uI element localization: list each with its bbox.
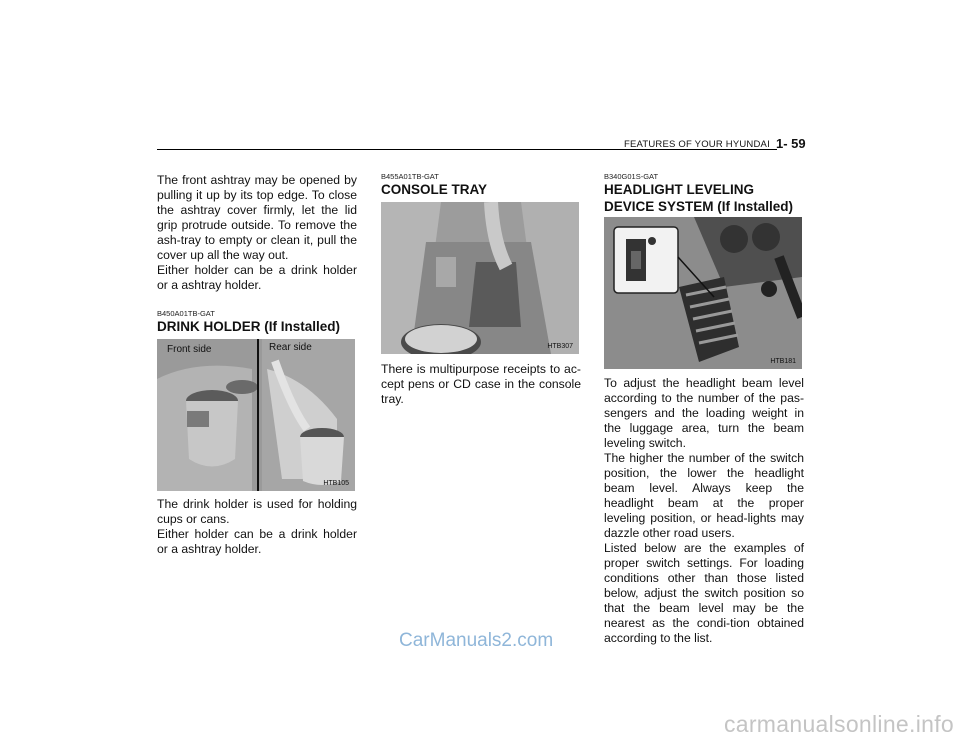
section-title: DRINK HOLDER (If Installed) xyxy=(157,319,341,334)
page-number: 1- 59 xyxy=(776,136,806,151)
console-tray-photo xyxy=(381,202,579,354)
headlight-leveling-section xyxy=(604,172,804,215)
section-title: HEADLIGHT LEVELING DEVICE SYSTEM (If Installed) xyxy=(604,182,794,214)
console-tray-text xyxy=(381,362,581,407)
section-code: B455A01TB-GAT xyxy=(381,172,439,181)
section-code: B450A01TB-GAT xyxy=(157,309,215,318)
drink-holder-photo xyxy=(157,339,355,491)
paragraph: Listed below are the examples of proper switch settings. For loading conditions other than those listed below, adjust the switch position so that the beam level may be the nearest as the condi-tion obtained according to the list. xyxy=(604,541,804,645)
headlight-leveling-text xyxy=(604,376,804,646)
drink-holder-section xyxy=(157,309,357,335)
paragraph: The higher the number of the switch position, the lower the headlight beam level. Always keep the headlight beam at the proper leveling position, or head-lights may dazzle other road users. xyxy=(604,451,804,540)
paragraph: The front ashtray may be opened by pulling it up by its top edge. To close the ashtray cover firmly, let the lid grip protrude outside. To remove the ash-tray to empty or clean it, pull the cover up all the way out. xyxy=(157,173,357,262)
paragraph: There is multipurpose receipts to ac-cept pens or CD case in the console tray. xyxy=(381,362,581,406)
console-tray-illustration xyxy=(381,202,579,354)
ashtray-text xyxy=(157,173,357,293)
header-section-title: FEATURES OF YOUR HYUNDAI xyxy=(624,139,770,150)
section-title: CONSOLE TRAY xyxy=(381,182,488,197)
front-side-label: Front side xyxy=(167,344,212,355)
image-reference: HTB307 xyxy=(547,343,573,350)
image-reference: HTB105 xyxy=(323,480,349,487)
image-reference: HTB181 xyxy=(770,358,796,365)
left-column xyxy=(157,173,357,293)
headlight-switch-photo xyxy=(604,217,802,369)
paragraph: Either holder can be a drink holder or a ashtray holder. xyxy=(157,527,357,556)
paragraph: The drink holder is used for holding cups or cans. xyxy=(157,497,357,526)
console-tray-section xyxy=(381,172,581,198)
drink-holder-illustration xyxy=(157,339,355,491)
footer-watermark: carmanualsonline.info xyxy=(723,711,954,737)
paragraph: To adjust the headlight beam level according to the number of the pas-sengers and the loading weight in the luggage area, turn the beam leveling switch. xyxy=(604,376,804,450)
drink-holder-text xyxy=(157,497,357,557)
section-code: B340G01S-GAT xyxy=(604,172,659,181)
watermark-link[interactable]: CarManuals2.com xyxy=(399,630,554,651)
headlight-switch-illustration xyxy=(604,217,802,369)
paragraph: Either holder can be a drink holder or a ashtray holder. xyxy=(157,263,357,292)
rear-side-label: Rear side xyxy=(269,342,312,353)
